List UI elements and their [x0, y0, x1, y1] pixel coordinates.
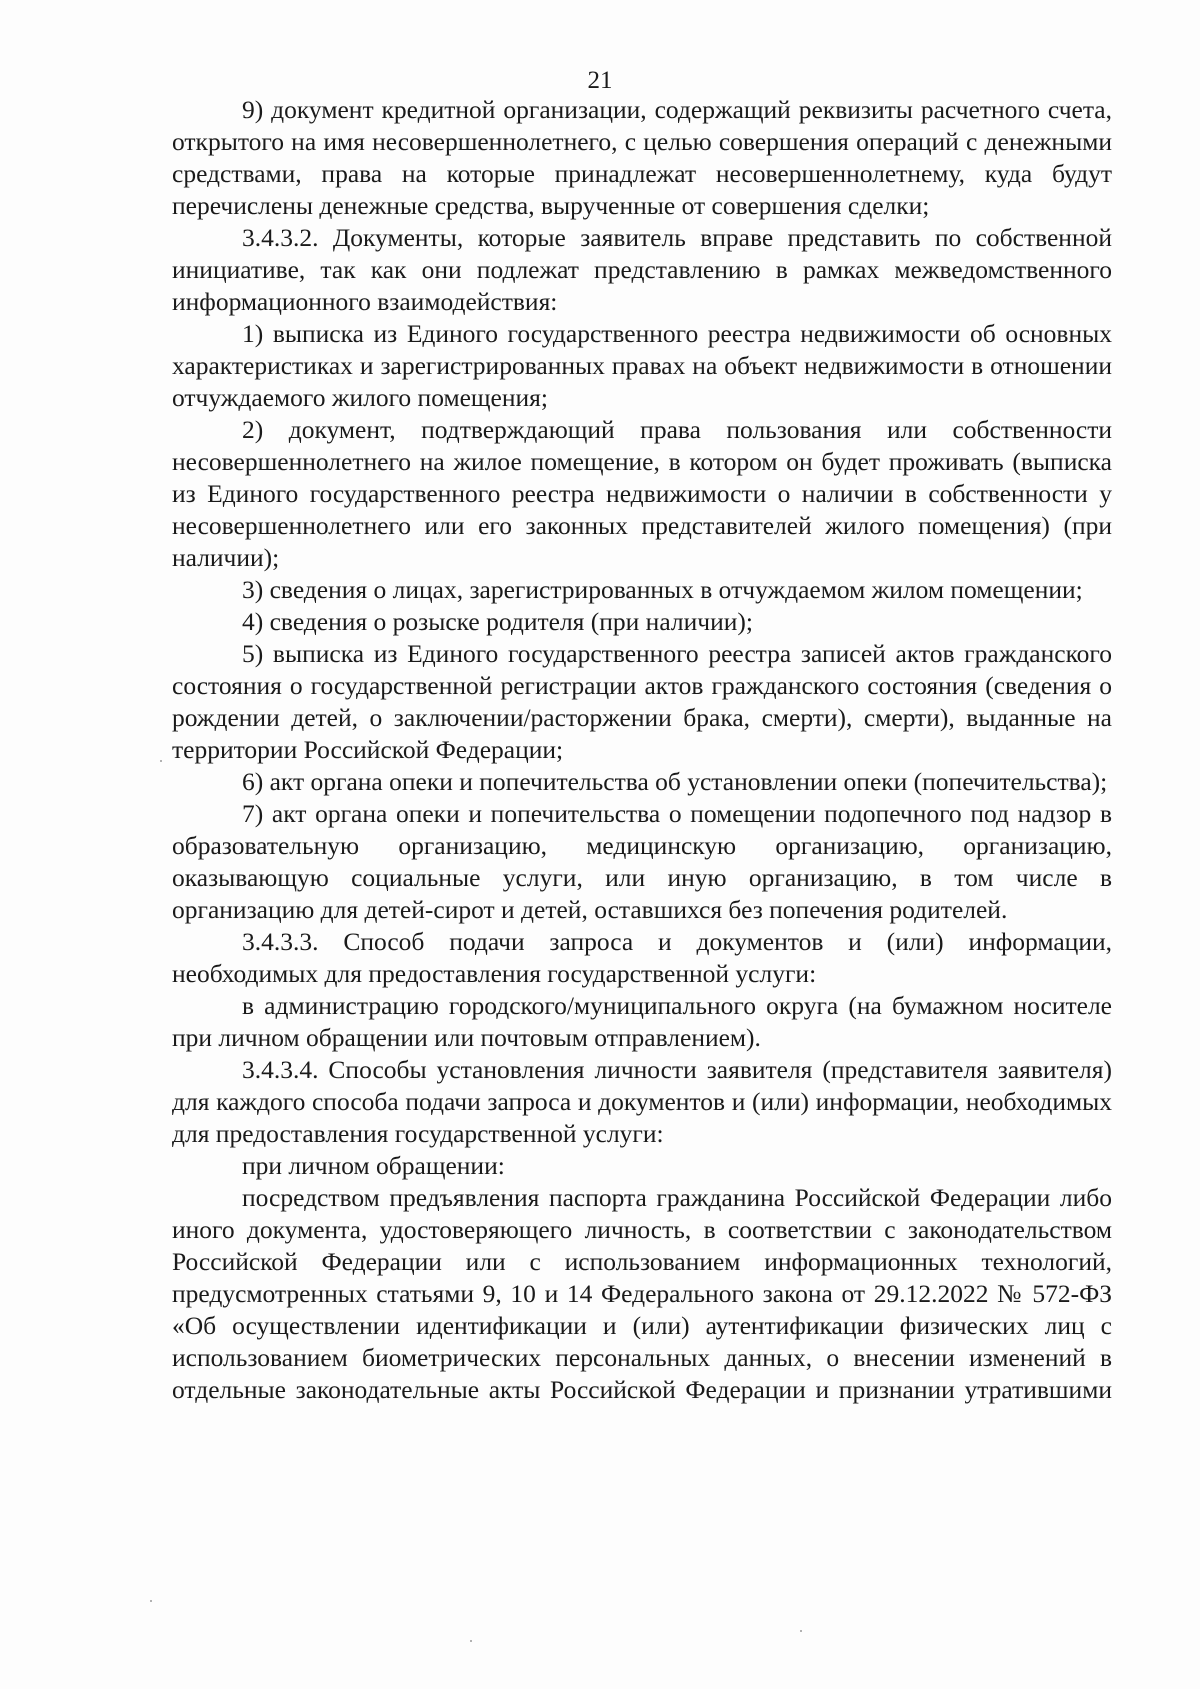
- paragraph-item-2: 2) документ, подтверждающий права пользования или собственности несовершеннолетнего на жилое помещение, в котором он будет проживать (выписка из Единого государственного реестра недвижимости о наличии в собственности у несовершеннолетнего или его законных представителей жилого помещения) (при наличии);: [172, 415, 1112, 572]
- paragraph-item-5: 5) выписка из Единого государственного реестра записей актов гражданского состояния о государственной регистрации актов гражданского состояния (сведения о рождении детей, о заключении/расторжении брака, смерти), смерти), выданные на территории Российской Федерации;: [172, 639, 1112, 764]
- scan-speck: [150, 1600, 152, 1602]
- scan-speck: [160, 760, 162, 762]
- paragraph-identity-verification: посредством предъявления паспорта гражданина Российской Федерации либо иного документа, удостоверяющего личность, в соответствии с законодательством Российской Федерации или с использованием информационных технологий, предусмотренных статьями 9, 10 и 14 Федерального закона от 29.12.2022 № 572-ФЗ «Об осуществлении идентификации и (или) аутентификации физических лиц с использованием биометрических персональных данных, о внесении изменений в отдельные законодательные акты Российской Федерации и признании утратившими: [172, 1183, 1112, 1404]
- document-body: [172, 94, 1112, 1406]
- scan-speck: [470, 1640, 472, 1642]
- paragraph-personal-visit: при личном обращении:: [242, 1151, 505, 1180]
- paragraph-3-4-3-4: 3.4.3.4. Способы установления личности заявителя (представителя заявителя) для каждого способа подачи запроса и документов и (или) информации, необходимых для предоставления государственной услуги:: [172, 1055, 1112, 1148]
- page-number: 21: [587, 67, 613, 94]
- paragraph-item-1: 1) выписка из Единого государственного реестра недвижимости об основных характеристиках и зарегистрированных правах на объект недвижимости в отношении отчуждаемого жилого помещения;: [172, 319, 1112, 412]
- paragraph-submission-method: в администрацию городского/муниципального округа (на бумажном носителе при личном обращении или почтовым отправлением).: [172, 991, 1112, 1052]
- paragraph-3-4-3-3: 3.4.3.3. Способ подачи запроса и документов и (или) информации, необходимых для предоставления государственной услуги:: [172, 927, 1112, 988]
- paragraph-item-4: 4) сведения о розыске родителя (при наличии);: [242, 607, 753, 636]
- paragraph-item-3: 3) сведения о лицах, зарегистрированных в отчуждаемом жилом помещении;: [242, 575, 1083, 604]
- paragraph-item-6: 6) акт органа опеки и попечительства об установлении опеки (попечительства);: [242, 767, 1108, 796]
- paragraph-3-4-3-2: 3.4.3.2. Документы, которые заявитель вправе представить по собственной инициативе, так как они подлежат представлению в рамках межведомственного информационного взаимодействия:: [172, 223, 1112, 316]
- paragraph-item-9: 9) документ кредитной организации, содержащий реквизиты расчетного счета, открытого на имя несовершеннолетнего, с целью совершения операций с денежными средствами, права на которые принадлежат несовершеннолетнему, куда будут перечислены денежные средства, вырученные от совершения сделки;: [172, 95, 1112, 220]
- paragraph-item-7: 7) акт органа опеки и попечительства о помещении подопечного под надзор в образовательную организацию, медицинскую организацию, организацию, оказывающую социальные услуги, или иную организацию, в том числе в организацию для детей-сирот и детей, оставшихся без попечения родителей.: [172, 799, 1112, 924]
- scan-speck: [800, 1630, 802, 1632]
